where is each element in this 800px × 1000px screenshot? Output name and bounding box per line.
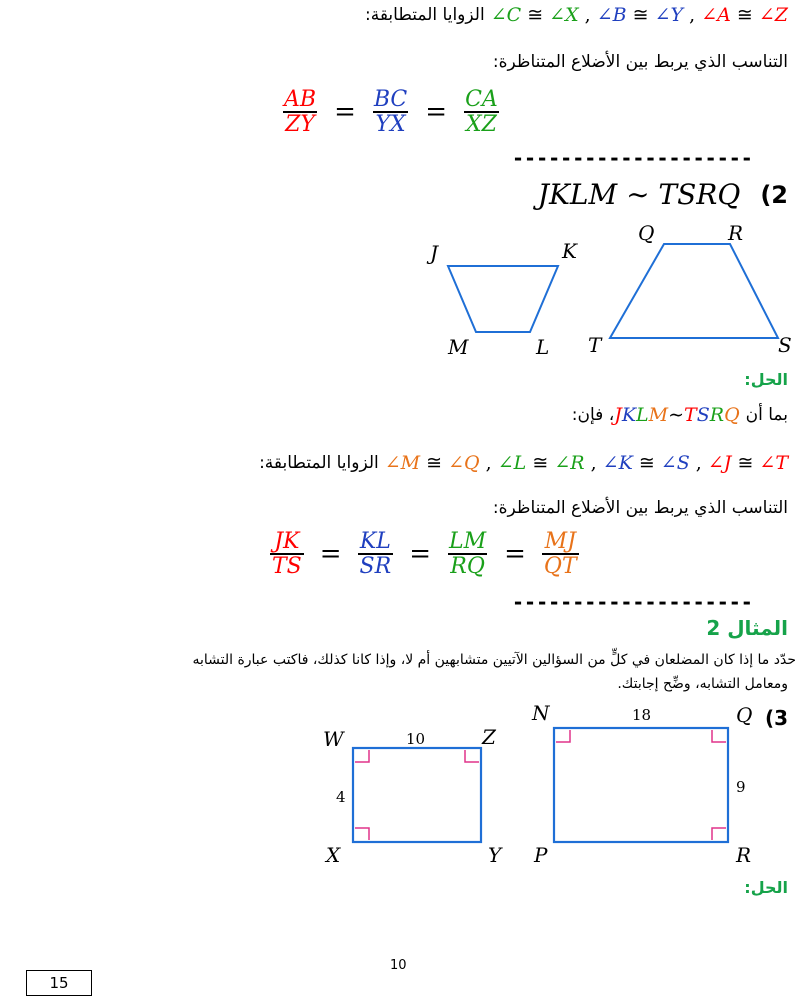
- problem-3-number: (3: [764, 706, 788, 730]
- angle-b: ∠Y: [654, 4, 684, 26]
- label-side-9: 9: [736, 778, 746, 796]
- label-z: Z: [482, 725, 496, 749]
- angles-line-2: [259, 452, 788, 474]
- given-suffix: ، فإن:: [571, 405, 615, 425]
- given-prefix: بما أن: [745, 405, 788, 425]
- solution-label-2: الحل:: [744, 370, 788, 389]
- example-2-title: المثال 2: [706, 616, 788, 640]
- example-2-line-1: حدّد ما إذا كان المضلعان في كلٍّ من السؤالين الآتيين متشابهين أم لا، وإذا كانا كذلك، فاكتب عبارة التشابه: [192, 652, 796, 668]
- angle-b: ∠Z: [758, 4, 788, 26]
- fraction-numerator: KL: [359, 529, 391, 554]
- divider-2: --------------------: [512, 590, 753, 614]
- angle-pair: ∠M ≅ ∠Q: [384, 452, 480, 474]
- label-q-rect: Q: [736, 703, 753, 727]
- fraction: [542, 530, 579, 578]
- fraction-numerator: BC: [373, 87, 408, 112]
- fraction-denominator: YX: [375, 112, 406, 138]
- angle-pair: ∠B ≅ ∠Y: [596, 4, 684, 26]
- given-letter: L: [636, 404, 649, 426]
- angle-pair: ∠J ≅ ∠T: [707, 452, 788, 474]
- trapezoid-jklm: [448, 266, 558, 332]
- problem-2-header: [538, 178, 788, 211]
- angles-label: الزوايا المتطابقة:: [364, 5, 485, 25]
- example-2-line-2: ومعامل التشابه، وضِّح إجابتك.: [617, 676, 788, 692]
- given-letter: J: [614, 404, 622, 426]
- angle-pairs: ∠C ≅ ∠X , ∠B ≅ ∠Y , ∠A ≅ ∠Z: [490, 4, 788, 26]
- given-letter: Q: [724, 404, 740, 426]
- page-box-number: 15: [26, 970, 92, 996]
- trapezoid-tsrq: [610, 244, 778, 338]
- label-y: Y: [488, 843, 502, 867]
- right-angle-q: [712, 730, 726, 742]
- right-angle-x: [355, 828, 369, 840]
- label-side-10: 10: [406, 730, 426, 748]
- label-s: S: [778, 333, 792, 357]
- right-angle-r: [712, 828, 726, 840]
- angles-line-1: [365, 4, 788, 26]
- given-letter: S: [696, 404, 710, 426]
- label-l: L: [536, 335, 550, 359]
- rectangle-wzyx: [353, 748, 481, 842]
- divider-1: --------------------: [512, 146, 753, 170]
- given-letter: T: [684, 404, 697, 426]
- fraction: [447, 530, 488, 578]
- angle-a: ∠A: [701, 4, 731, 26]
- fraction: [463, 88, 500, 136]
- rectangle-figures: [320, 700, 760, 870]
- label-q: Q: [638, 222, 655, 245]
- fraction-denominator: ZY: [285, 112, 315, 138]
- label-r-rect: R: [736, 843, 752, 867]
- solution-label-3: الحل:: [744, 878, 788, 897]
- angle-pair: ∠L ≅ ∠R: [497, 452, 585, 474]
- angle-a: ∠J: [707, 452, 732, 474]
- label-m: M: [448, 335, 469, 359]
- fraction-denominator: TS: [272, 554, 302, 580]
- label-j: J: [430, 241, 439, 265]
- label-w: W: [323, 727, 344, 751]
- angle-pair: ∠K ≅ ∠S: [602, 452, 690, 474]
- angle-a: ∠L: [497, 452, 527, 474]
- given-letter: ∼: [668, 404, 685, 426]
- right-angle-z: [465, 750, 479, 762]
- given-letter: K: [621, 404, 637, 426]
- problem-number: (2: [760, 180, 788, 209]
- fraction-numerator: MJ: [544, 529, 576, 554]
- fraction-numerator: CA: [465, 87, 498, 112]
- label-r: R: [728, 222, 744, 245]
- trapezoid-figures: [400, 222, 800, 362]
- given-line: [572, 404, 788, 426]
- fraction-numerator: AB: [284, 87, 317, 112]
- angles-label-2: الزوايا المتطابقة:: [259, 453, 379, 473]
- rectangle-nqrp: [554, 728, 728, 842]
- label-k: K: [562, 239, 577, 263]
- fraction-denominator: RQ: [450, 554, 485, 580]
- page-number: 10: [390, 958, 407, 973]
- given-statement: [614, 404, 739, 426]
- label-t: T: [588, 333, 602, 357]
- proportion-equation-1: $\frac{AB}{ZY}$ = $\frac{BC}{YX}$ = $\frac{CA}{XZ}$: [284, 87, 498, 138]
- given-letter: M: [648, 404, 669, 426]
- similarity-statement: JKLM ∼ TSRQ: [537, 178, 741, 211]
- right-angle-n: [556, 730, 570, 742]
- angle-pairs-2: ∠M ≅ ∠Q , ∠L ≅ ∠R , ∠K ≅ ∠S , ∠J ≅ ∠T: [384, 452, 788, 474]
- fraction: [358, 530, 394, 578]
- label-side-4: 4: [336, 788, 346, 806]
- angle-a: ∠K: [602, 452, 633, 474]
- fraction-numerator: JK: [274, 529, 300, 554]
- fraction: [270, 530, 304, 578]
- angle-a: ∠M: [384, 452, 421, 474]
- label-n: N: [532, 701, 550, 725]
- given-letter: R: [709, 404, 725, 426]
- angle-b: ∠S: [660, 452, 690, 474]
- fraction: [282, 88, 318, 136]
- proportion-label-1: التناسب الذي يربط بين الأضلاع المتناظرة:: [492, 52, 788, 72]
- angle-pair: ∠C ≅ ∠X: [490, 4, 579, 26]
- fraction: [372, 88, 409, 136]
- angle-b: ∠X: [549, 4, 579, 26]
- label-x: X: [326, 843, 341, 867]
- fraction-numerator: LM: [448, 529, 487, 554]
- angle-b: ∠T: [759, 452, 788, 474]
- angle-a: ∠C: [490, 4, 522, 26]
- proportion-equation-2: $\frac{JK}{TS}$ = $\frac{KL}{SR}$ = $\frac{LM}{RQ}$ = $\frac{MJ}{QT}$: [272, 529, 577, 580]
- fraction-denominator: QT: [543, 554, 577, 580]
- fraction-denominator: XZ: [465, 112, 497, 138]
- angle-a: ∠B: [596, 4, 627, 26]
- label-p: P: [534, 843, 548, 867]
- proportion-label-2: التناسب الذي يربط بين الأضلاع المتناظرة:: [492, 498, 788, 518]
- fraction-denominator: SR: [359, 554, 392, 580]
- angle-b: ∠Q: [448, 452, 480, 474]
- angle-pair: ∠A ≅ ∠Z: [701, 4, 788, 26]
- label-side-18: 18: [632, 706, 652, 724]
- angle-b: ∠R: [554, 452, 585, 474]
- right-angle-w: [355, 750, 369, 762]
